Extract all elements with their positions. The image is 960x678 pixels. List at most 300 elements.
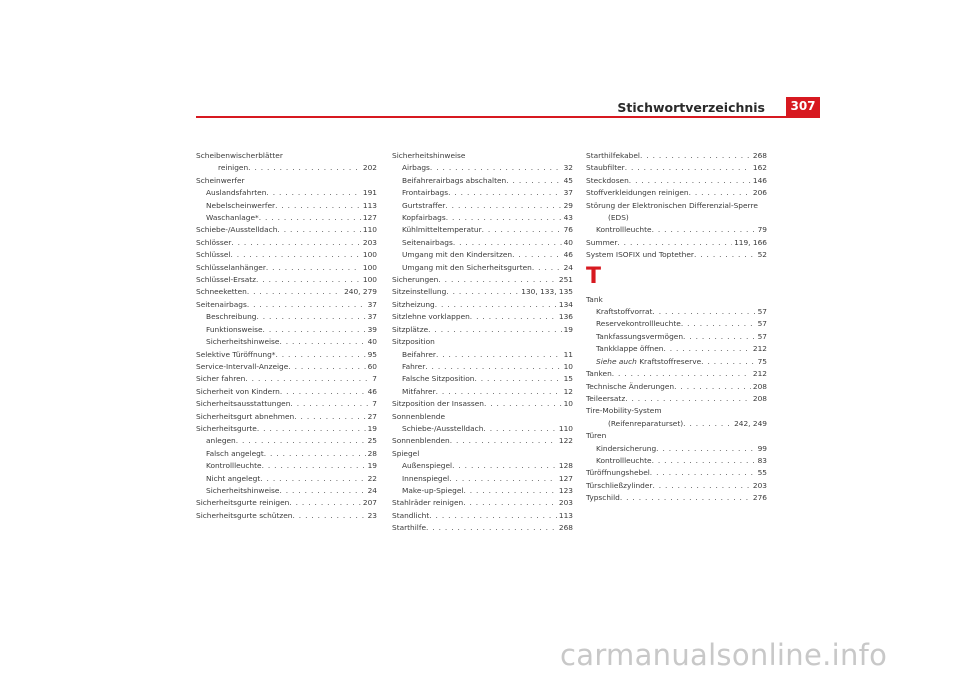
dot-leader bbox=[263, 324, 366, 336]
index-entry bbox=[392, 361, 573, 373]
dot-leader bbox=[426, 522, 557, 534]
index-entry bbox=[586, 405, 767, 417]
index-entry-term: Störung der Elektronischen Differenzial-Sperre bbox=[586, 200, 758, 210]
dot-leader bbox=[532, 262, 562, 274]
index-entry-page: 76 bbox=[563, 225, 573, 235]
index-entry-term: Schneeketten bbox=[196, 287, 247, 297]
header-rule bbox=[196, 116, 820, 118]
index-entry-page: 208 bbox=[752, 393, 767, 403]
index-entry bbox=[392, 398, 573, 410]
dot-leader bbox=[230, 249, 360, 261]
index-entry-page: 19 bbox=[367, 423, 377, 433]
index-entry bbox=[196, 448, 377, 460]
index-entry bbox=[196, 460, 377, 472]
index-entry-page: 39 bbox=[367, 324, 377, 334]
dot-leader bbox=[650, 467, 756, 479]
index-entry-page: 242, 249 bbox=[734, 418, 767, 428]
index-entry bbox=[196, 423, 377, 435]
index-entry-term: Türschließzylinder bbox=[586, 480, 653, 490]
index-entry-term: Summer bbox=[586, 237, 618, 247]
dot-leader bbox=[430, 162, 562, 174]
dot-leader bbox=[288, 361, 365, 373]
index-entry-page: 95 bbox=[367, 349, 377, 359]
index-entry-page: 52 bbox=[757, 250, 767, 260]
index-entry bbox=[196, 212, 377, 224]
index-entry bbox=[392, 175, 573, 187]
index-entry-page: 113 bbox=[362, 200, 377, 210]
index-entry-term: System ISOFIX und Toptether bbox=[586, 250, 694, 260]
index-entry bbox=[586, 418, 767, 430]
index-entry bbox=[586, 224, 767, 236]
page-number: 307 bbox=[786, 97, 820, 116]
index-entry bbox=[586, 455, 767, 467]
index-entry-term: Sitzposition bbox=[392, 337, 435, 347]
index-entry-term: Sitzlehne vorklappen bbox=[392, 312, 470, 322]
index-entry-page: 136 bbox=[558, 312, 573, 322]
index-entry-page: 11 bbox=[563, 349, 573, 359]
index-entry-term: Kraftstoffvorrat bbox=[596, 307, 653, 317]
index-entry-term: Auslandsfahrten bbox=[206, 188, 267, 198]
index-entry-page: 57 bbox=[757, 319, 767, 329]
index-entry-term: Falsche Sitzposition bbox=[402, 374, 475, 384]
index-entry-term: Schiebe-/Ausstelldach bbox=[196, 225, 278, 235]
index-entry-page: 19 bbox=[367, 461, 377, 471]
index-entry-page: 212 bbox=[752, 369, 767, 379]
index-entry-page: 276 bbox=[752, 493, 767, 503]
dot-leader bbox=[290, 398, 370, 410]
index-entry bbox=[196, 150, 377, 162]
index-entry-term: Kontrollleuchte bbox=[596, 225, 652, 235]
dot-leader bbox=[450, 435, 557, 447]
index-entry bbox=[392, 497, 573, 509]
index-entry-term: Kontrollleuchte bbox=[596, 455, 652, 465]
index-entry-term: Schlüsselanhänger bbox=[196, 262, 266, 272]
dot-leader bbox=[617, 237, 732, 249]
index-entry-page: 10 bbox=[563, 361, 573, 371]
dot-leader bbox=[701, 356, 755, 368]
index-entry bbox=[196, 336, 377, 348]
dot-leader bbox=[256, 274, 361, 286]
index-entry-term: Steckdosen bbox=[586, 175, 629, 185]
dot-leader bbox=[428, 324, 561, 336]
index-entry bbox=[392, 187, 573, 199]
index-entry-page: 110 bbox=[362, 225, 377, 235]
index-entry bbox=[392, 212, 573, 224]
index-entry bbox=[586, 381, 767, 393]
index-entry-term: Funktionsweise bbox=[206, 324, 263, 334]
index-entry-term: Staubfilter bbox=[586, 163, 625, 173]
index-entry bbox=[392, 423, 573, 435]
index-entry-page: 25 bbox=[367, 436, 377, 446]
index-entry bbox=[392, 386, 573, 398]
index-entry-term: Schlüssel-Ersatz bbox=[196, 275, 257, 285]
index-entry-term: Umgang mit den Sicherheitsgurten bbox=[402, 262, 532, 272]
index-entry-page: 79 bbox=[757, 225, 767, 235]
index-entry-term: Typschild bbox=[586, 493, 620, 503]
index-entry bbox=[392, 411, 573, 423]
dot-leader bbox=[463, 497, 557, 509]
index-entry-page: 100 bbox=[362, 262, 377, 272]
index-entry-term-text: Kraftstoffreserve bbox=[639, 356, 702, 366]
index-entry-term: Tankklappe öffnen bbox=[596, 344, 664, 354]
index-entry bbox=[586, 294, 767, 306]
watermark: carmanualsonline.info bbox=[560, 638, 888, 672]
index-entry-term: Starthilfe bbox=[392, 523, 426, 533]
index-column-1 bbox=[196, 150, 377, 522]
index-entry-page: 191 bbox=[362, 188, 377, 198]
index-entry-page: 127 bbox=[558, 473, 573, 483]
index-entry-term: Tank bbox=[586, 294, 603, 304]
index-entry-term: Airbags bbox=[402, 163, 430, 173]
index-entry-term: Tankfassungsvermögen bbox=[596, 331, 683, 341]
index-entry bbox=[196, 237, 377, 249]
index-entry bbox=[196, 510, 377, 522]
index-entry-page: 7 bbox=[372, 374, 377, 384]
index-entry bbox=[196, 373, 377, 385]
index-entry-term: Starthilfekabel bbox=[586, 151, 640, 160]
dot-leader bbox=[506, 175, 561, 187]
index-entry-term: Spiegel bbox=[392, 448, 420, 458]
dot-leader bbox=[248, 162, 361, 174]
index-entry bbox=[392, 349, 573, 361]
index-entry-page: 208 bbox=[752, 381, 767, 391]
dot-leader bbox=[652, 455, 756, 467]
index-entry-page: 240, 279 bbox=[344, 287, 377, 297]
dot-leader bbox=[652, 224, 756, 236]
index-entry-term: Sicherheitsgurte bbox=[196, 423, 257, 433]
index-entry bbox=[392, 286, 573, 298]
dot-leader bbox=[262, 460, 366, 472]
index-entry-term: Sicherheitsgurte schützen bbox=[196, 510, 293, 520]
index-entry-term: Technische Änderungen bbox=[586, 381, 675, 391]
index-entry bbox=[196, 311, 377, 323]
dot-leader bbox=[292, 510, 365, 522]
index-entry-term: Nicht angelegt bbox=[206, 473, 261, 483]
index-entry-page: 83 bbox=[757, 455, 767, 465]
index-entry-page: 202 bbox=[362, 163, 377, 173]
index-entry-page: 12 bbox=[563, 386, 573, 396]
index-entry bbox=[196, 398, 377, 410]
index-entry bbox=[392, 200, 573, 212]
index-entry-term: Seitenairbags bbox=[402, 237, 453, 247]
dot-leader bbox=[470, 311, 557, 323]
index-entry-term: Make-up-Spiegel bbox=[402, 485, 464, 495]
dot-leader bbox=[256, 311, 365, 323]
index-entry-term: Nebelscheinwerfer bbox=[206, 200, 276, 210]
dot-leader bbox=[425, 361, 561, 373]
index-entry-term: Sicherheitshinweise bbox=[392, 151, 466, 160]
dot-leader bbox=[259, 212, 361, 224]
index-entry bbox=[196, 175, 377, 187]
dot-leader bbox=[279, 336, 365, 348]
index-entry-page: 45 bbox=[563, 175, 573, 185]
dot-leader bbox=[247, 299, 366, 311]
index-entry bbox=[586, 249, 767, 261]
index-entry-term: Frontairbags bbox=[402, 188, 449, 198]
index-entry-page: 10 bbox=[563, 399, 573, 409]
index-entry-page: 27 bbox=[367, 411, 377, 421]
index-entry-term: Sicherheitshinweise bbox=[206, 485, 280, 495]
index-entry-page: 113 bbox=[558, 510, 573, 520]
index-entry bbox=[196, 200, 377, 212]
dot-leader bbox=[294, 411, 365, 423]
index-entry-page: 100 bbox=[362, 275, 377, 285]
index-entry bbox=[586, 430, 767, 442]
index-entry-page: 60 bbox=[367, 361, 377, 371]
index-entry bbox=[196, 324, 377, 336]
index-entry-page: 37 bbox=[367, 312, 377, 322]
index-entry-term: Teileersatz bbox=[586, 393, 626, 403]
dot-leader bbox=[689, 187, 751, 199]
index-entry bbox=[586, 443, 767, 455]
index-entry-page: 207 bbox=[362, 498, 377, 508]
index-entry bbox=[586, 343, 767, 355]
index-entry-page: 251 bbox=[558, 275, 573, 285]
dot-leader bbox=[474, 373, 561, 385]
index-entry-term: Sitzeinstellung bbox=[392, 287, 447, 297]
index-entry bbox=[196, 299, 377, 311]
index-entry bbox=[196, 249, 377, 261]
index-entry bbox=[586, 200, 767, 212]
dot-leader bbox=[452, 460, 557, 472]
index-entry-page: 19 bbox=[563, 324, 573, 334]
index-entry-page: 23 bbox=[367, 510, 377, 520]
index-entry bbox=[196, 187, 377, 199]
index-entry-page: 110 bbox=[558, 423, 573, 433]
index-entry-page: 99 bbox=[757, 443, 767, 453]
index-entry-page: 43 bbox=[563, 213, 573, 223]
index-entry bbox=[392, 336, 573, 348]
index-entry-page: 203 bbox=[558, 498, 573, 508]
dot-leader bbox=[683, 418, 732, 430]
dot-leader bbox=[694, 249, 756, 261]
index-entry-term: Umgang mit den Kindersitzen bbox=[402, 250, 513, 260]
index-entry-term: Sicherungen bbox=[392, 275, 439, 285]
index-entry-page: 130, 133, 135 bbox=[521, 287, 573, 297]
index-entry-page: 57 bbox=[757, 307, 767, 317]
dot-leader bbox=[260, 473, 365, 485]
index-entry bbox=[196, 274, 377, 286]
index-entry-term: Außenspiegel bbox=[402, 461, 453, 471]
index-entry-term: Gurtstraffer bbox=[402, 200, 446, 210]
index-entry bbox=[586, 150, 767, 162]
index-entry-page: 46 bbox=[367, 386, 377, 396]
index-entry bbox=[586, 368, 767, 380]
dot-leader bbox=[266, 187, 361, 199]
index-letter-heading: T bbox=[586, 263, 602, 289]
index-entry bbox=[196, 361, 377, 373]
index-entry-term: Sitzplätze bbox=[392, 324, 429, 334]
index-entry-term: Sitzheizung bbox=[392, 299, 435, 309]
index-entry-page: 128 bbox=[558, 461, 573, 471]
index-entry-term: Mitfahrer bbox=[402, 386, 436, 396]
index-entry bbox=[392, 373, 573, 385]
dot-leader bbox=[453, 237, 562, 249]
dot-leader bbox=[484, 398, 562, 410]
index-entry-term: Seitenairbags bbox=[196, 299, 247, 309]
index-entry-term: Selektive Türöffnung* bbox=[196, 349, 276, 359]
dot-leader bbox=[429, 510, 557, 522]
index-entry-page: 55 bbox=[757, 468, 767, 478]
index-entry-term: Sicherheitsgurt abnehmen bbox=[196, 411, 295, 421]
index-entry-term: Kopfairbags bbox=[402, 213, 446, 223]
dot-leader bbox=[482, 224, 562, 236]
index-entry-page: 46 bbox=[563, 250, 573, 260]
dot-leader bbox=[277, 224, 360, 236]
index-entry-term: Reservekontrollleuchte bbox=[596, 319, 681, 329]
index-entry-term: Kontrollleuchte bbox=[206, 461, 262, 471]
index-entry-term: Innenspiegel bbox=[402, 473, 450, 483]
index-entry-page: 32 bbox=[563, 163, 573, 173]
index-entry-term: Sonnenblenden bbox=[392, 436, 450, 446]
index-entry-page: 37 bbox=[367, 299, 377, 309]
index-entry-page: 40 bbox=[563, 237, 573, 247]
index-entry-page: 122 bbox=[558, 436, 573, 446]
index-entry-term: Service-Intervall-Anzeige bbox=[196, 361, 289, 371]
index-entry-term: Sicherheitsgurte reinigen bbox=[196, 498, 290, 508]
dot-leader bbox=[620, 492, 751, 504]
index-entry bbox=[196, 473, 377, 485]
index-entry bbox=[392, 262, 573, 274]
index-entry bbox=[586, 492, 767, 504]
index-entry-page: 146 bbox=[752, 175, 767, 185]
index-entry-term: Schlüssel bbox=[196, 250, 231, 260]
index-entry bbox=[392, 249, 573, 261]
index-entry bbox=[586, 175, 767, 187]
index-entry-term: Tire-Mobility-System bbox=[586, 406, 662, 416]
dot-leader bbox=[683, 331, 756, 343]
index-entry-term: reinigen bbox=[218, 163, 249, 173]
index-entry-page: 268 bbox=[752, 151, 767, 160]
index-entry-page: 7 bbox=[372, 399, 377, 409]
index-entry-page: 40 bbox=[367, 337, 377, 347]
index-entry-term: Kühlmitteltemperatur bbox=[402, 225, 482, 235]
index-entry-term: Beifahrerairbags abschalten bbox=[402, 175, 507, 185]
index-entry bbox=[392, 311, 573, 323]
dot-leader bbox=[446, 212, 562, 224]
index-entry bbox=[196, 349, 377, 361]
dot-leader bbox=[264, 448, 366, 460]
dot-leader bbox=[656, 443, 755, 455]
index-column-3 bbox=[586, 150, 767, 505]
index-entry-page: 212 bbox=[752, 344, 767, 354]
dot-leader bbox=[448, 187, 562, 199]
index-entry bbox=[586, 187, 767, 199]
index-entry bbox=[392, 485, 573, 497]
index-entry-term: Tanken bbox=[586, 369, 612, 379]
index-entry bbox=[586, 393, 767, 405]
index-entry bbox=[392, 274, 573, 286]
index-entry-page: 22 bbox=[367, 473, 377, 483]
index-entry-term: (Reifenreparaturset) bbox=[608, 418, 684, 428]
index-entry-page: 119, 166 bbox=[734, 237, 767, 247]
dot-leader bbox=[231, 237, 361, 249]
dot-leader bbox=[483, 423, 556, 435]
index-entry bbox=[392, 510, 573, 522]
index-entry-page: 100 bbox=[362, 250, 377, 260]
index-entry-page: 75 bbox=[757, 356, 767, 366]
dot-leader bbox=[449, 473, 557, 485]
dot-leader bbox=[674, 381, 751, 393]
dot-leader bbox=[612, 368, 751, 380]
index-entry bbox=[586, 212, 767, 224]
index-entry bbox=[586, 356, 767, 368]
dot-leader bbox=[438, 274, 557, 286]
index-entry-page: 29 bbox=[563, 200, 573, 210]
index-entry bbox=[196, 224, 377, 236]
index-entry-page: 134 bbox=[558, 299, 573, 309]
dot-leader bbox=[236, 435, 366, 447]
index-entry bbox=[392, 460, 573, 472]
see-also-label: Siehe auch bbox=[596, 356, 637, 366]
dot-leader bbox=[280, 386, 366, 398]
index-entry bbox=[196, 485, 377, 497]
dot-leader bbox=[640, 150, 751, 162]
index-entry-term: Türen bbox=[586, 431, 607, 441]
index-entry-page: 28 bbox=[367, 448, 377, 458]
index-entry bbox=[392, 473, 573, 485]
dot-leader bbox=[247, 286, 342, 298]
index-entry bbox=[392, 522, 573, 534]
index-entry-term: Fahrer bbox=[402, 361, 426, 371]
dot-leader bbox=[257, 423, 366, 435]
index-entry-term: Kindersicherung bbox=[596, 443, 657, 453]
index-entry-page: 57 bbox=[757, 331, 767, 341]
index-entry bbox=[586, 306, 767, 318]
index-entry bbox=[392, 324, 573, 336]
dot-leader bbox=[625, 162, 751, 174]
index-entry bbox=[392, 224, 573, 236]
index-entry bbox=[196, 262, 377, 274]
index-entry-page: 206 bbox=[752, 188, 767, 198]
dot-leader bbox=[279, 485, 365, 497]
index-entry-term: anlegen bbox=[206, 436, 236, 446]
index-entry-page: 203 bbox=[752, 480, 767, 490]
dot-leader bbox=[436, 349, 562, 361]
index-entry-term: Standlicht bbox=[392, 510, 430, 520]
index-entry-term: Sicherheitshinweise bbox=[206, 337, 280, 347]
index-entry bbox=[196, 411, 377, 423]
dot-leader bbox=[446, 286, 519, 298]
index-entry-term: Sicherheitsausstattungen bbox=[196, 399, 291, 409]
index-entry bbox=[196, 435, 377, 447]
index-entry-term: Scheinwerfer bbox=[196, 175, 245, 185]
dot-leader bbox=[266, 262, 361, 274]
index-entry-term: Sonnenblende bbox=[392, 411, 446, 421]
dot-leader bbox=[663, 343, 750, 355]
index-entry-page: 15 bbox=[563, 374, 573, 384]
dot-leader bbox=[512, 249, 561, 261]
index-entry-page: 24 bbox=[563, 262, 573, 272]
index-entry-term: Beschreibung bbox=[206, 312, 257, 322]
dot-leader bbox=[275, 349, 365, 361]
index-entry bbox=[392, 448, 573, 460]
dot-leader bbox=[625, 393, 751, 405]
dot-leader bbox=[436, 386, 562, 398]
index-entry-term: Stoffverkleidungen reinigen bbox=[586, 188, 689, 198]
index-entry-term: Falsch angelegt bbox=[206, 448, 264, 458]
index-entry-term: Scheibenwischerblätter bbox=[196, 151, 283, 160]
dot-leader bbox=[463, 485, 556, 497]
index-entry-term: Schiebe-/Ausstelldach bbox=[402, 423, 484, 433]
index-entry-page: 127 bbox=[362, 213, 377, 223]
index-column-2 bbox=[392, 150, 573, 535]
index-entry-term: Beifahrer bbox=[402, 349, 436, 359]
index-entry-term: Schlösser bbox=[196, 237, 232, 247]
index-entry-page: 24 bbox=[367, 485, 377, 495]
index-entry bbox=[196, 162, 377, 174]
header-title: Stichwortverzeichnis bbox=[617, 100, 765, 115]
